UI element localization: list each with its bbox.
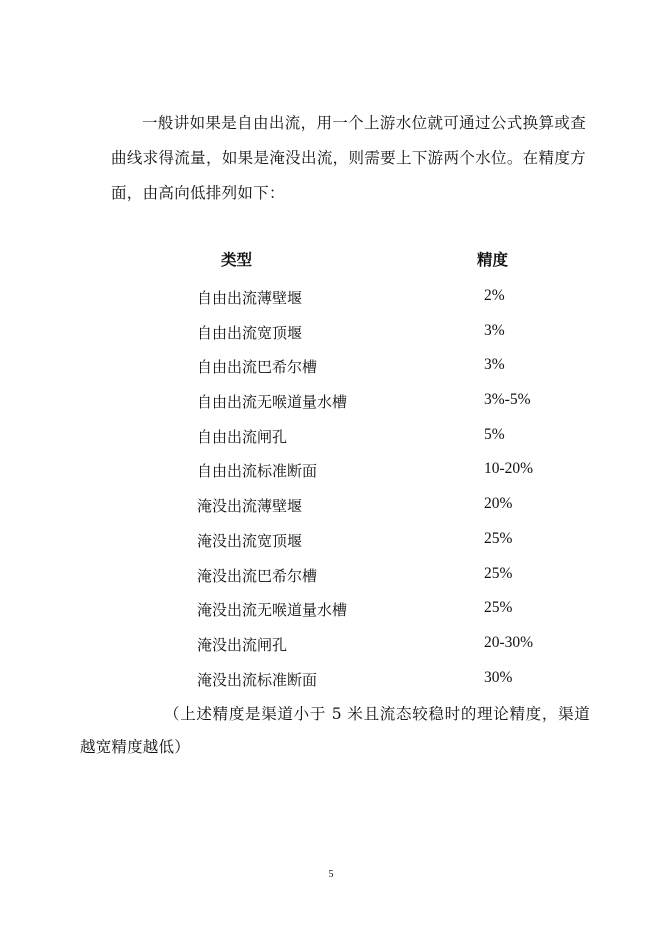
precision-table — [0, 279, 662, 695]
row-precision: 25% — [484, 564, 513, 582]
table-row — [0, 348, 662, 383]
row-type: 淹没出流薄壁堰 — [197, 497, 303, 516]
row-precision: 10-20% — [484, 460, 534, 478]
row-precision: 30% — [484, 668, 513, 686]
row-type: 自由出流闸孔 — [197, 427, 288, 446]
table-row — [0, 452, 662, 487]
table-row — [0, 626, 662, 661]
row-type: 自由出流无喉道量水槽 — [197, 393, 348, 412]
table-row — [0, 487, 662, 522]
row-precision: 25% — [484, 529, 513, 547]
row-type: 淹没出流闸孔 — [197, 635, 288, 654]
row-type: 自由出流巴希尔槽 — [197, 358, 318, 377]
table-row — [0, 591, 662, 626]
table-row — [0, 418, 662, 453]
row-precision: 20% — [484, 495, 513, 513]
table-row — [0, 557, 662, 592]
row-type: 淹没出流巴希尔槽 — [197, 566, 318, 585]
page-number: 5 — [328, 869, 334, 880]
row-type: 淹没出流标准断面 — [197, 670, 318, 689]
row-type: 淹没出流宽顶堰 — [197, 531, 303, 550]
table-header-precision: 精度 — [477, 251, 509, 269]
row-type: 自由出流宽顶堰 — [197, 323, 303, 342]
row-type: 自由出流薄壁堰 — [197, 289, 303, 307]
row-precision: 3% — [484, 321, 505, 339]
table-row — [0, 522, 662, 557]
table-header-type: 类型 — [221, 251, 253, 269]
table-row — [0, 314, 662, 349]
table-row — [0, 383, 662, 418]
row-precision: 25% — [484, 599, 513, 617]
row-precision: 20-30% — [484, 633, 534, 651]
table-row — [0, 279, 662, 314]
row-precision: 3%-5% — [484, 391, 531, 409]
table-row — [0, 661, 662, 696]
row-type: 自由出流标准断面 — [197, 462, 318, 481]
intro-paragraph: 一般讲如果是自由出流，用一个上游水位就可通过公式换算或查曲线求得流量，如果是淹没出流，则需要上下游两个水位。在精度方面，由高向低排列如下： — [111, 114, 586, 202]
footnote-paragraph: （上述精度是渠道小于 5 米且流态较稳时的理论精度，渠道越宽精度越低） — [80, 705, 590, 756]
row-type: 淹没出流无喉道量水槽 — [197, 601, 348, 620]
row-precision: 2% — [484, 287, 505, 304]
row-precision: 3% — [484, 356, 505, 374]
row-precision: 5% — [484, 425, 505, 443]
